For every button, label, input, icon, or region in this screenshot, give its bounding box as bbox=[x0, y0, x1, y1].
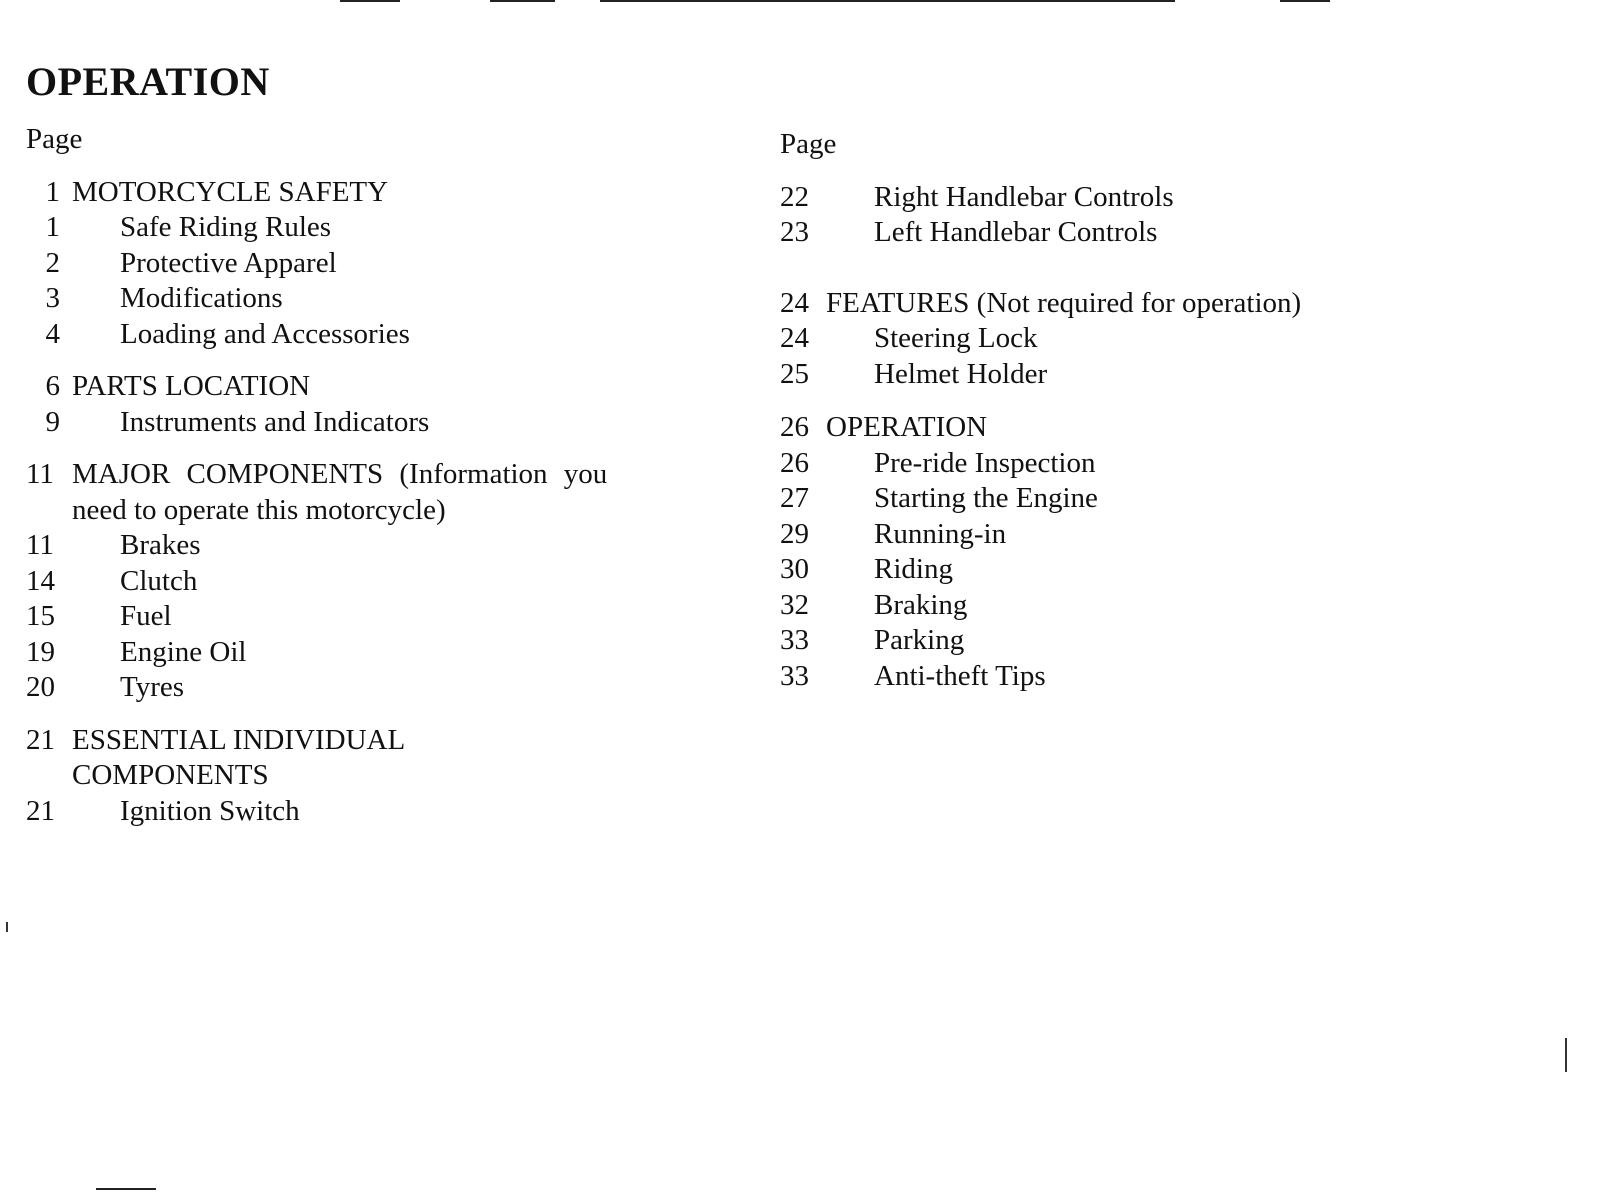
toc-section-heading[interactable] bbox=[26, 723, 726, 759]
toc-section bbox=[26, 457, 726, 706]
toc-section-continued bbox=[780, 180, 1560, 251]
toc-entry[interactable] bbox=[26, 670, 726, 706]
section-title-cont: need to operate this motorcycle) bbox=[72, 493, 446, 526]
toc-section-heading[interactable] bbox=[26, 175, 726, 211]
page-column-label: Page bbox=[26, 123, 83, 155]
page-number: 24 bbox=[780, 322, 809, 354]
section-title: FEATURES (Not required for operation) bbox=[826, 286, 1302, 319]
page-number: 14 bbox=[26, 564, 55, 597]
toc-entry[interactable] bbox=[26, 246, 726, 282]
toc-section-heading[interactable] bbox=[780, 410, 1560, 446]
page-number: 1 bbox=[45, 175, 60, 208]
entry-title: Left Handlebar Controls bbox=[874, 216, 1158, 248]
toc-entry[interactable] bbox=[780, 552, 1560, 588]
toc-entry[interactable] bbox=[780, 588, 1560, 624]
page-number: 3 bbox=[45, 282, 60, 314]
section-title: MAJOR COMPONENTS (Information you bbox=[72, 458, 608, 490]
page-number: 21 bbox=[26, 723, 55, 756]
entry-title: Protective Apparel bbox=[120, 246, 337, 279]
toc-entry[interactable] bbox=[26, 405, 726, 441]
toc-entry[interactable] bbox=[780, 357, 1560, 393]
section-title-continuation bbox=[26, 493, 726, 529]
page-column-label: Page bbox=[780, 128, 837, 160]
entry-title: Parking bbox=[874, 624, 965, 656]
page-number: 6 bbox=[45, 370, 60, 402]
toc-entry[interactable] bbox=[780, 623, 1560, 659]
toc-section bbox=[780, 286, 1560, 393]
top-rule bbox=[340, 0, 400, 2]
entry-title: Clutch bbox=[120, 564, 198, 597]
section-title-cont: COMPONENTS bbox=[72, 759, 269, 791]
toc-entry[interactable] bbox=[26, 528, 726, 564]
entry-title: Right Handlebar Controls bbox=[874, 180, 1174, 213]
section-title: PARTS LOCATION bbox=[72, 370, 311, 402]
toc-entry[interactable] bbox=[26, 599, 726, 635]
page-number: 19 bbox=[26, 635, 55, 668]
page-number: 27 bbox=[780, 482, 809, 514]
entry-title: Safe Riding Rules bbox=[120, 211, 332, 243]
top-rule bbox=[490, 0, 555, 2]
page-number: 25 bbox=[780, 357, 809, 390]
toc-entry[interactable] bbox=[26, 210, 726, 246]
page-number: 24 bbox=[780, 286, 809, 319]
toc-entry[interactable] bbox=[780, 446, 1560, 482]
toc-entry[interactable] bbox=[780, 321, 1560, 357]
toc-entry[interactable] bbox=[26, 281, 726, 317]
page-number: 26 bbox=[780, 411, 809, 443]
entry-title: Riding bbox=[874, 553, 953, 585]
page-title: OPERATION bbox=[26, 59, 270, 104]
page-number: 2 bbox=[45, 246, 60, 279]
page-number: 33 bbox=[780, 624, 809, 656]
entry-title: Pre-ride Inspection bbox=[874, 446, 1096, 479]
page-number: 32 bbox=[780, 588, 809, 621]
page-number: 4 bbox=[45, 317, 60, 350]
toc-entry[interactable] bbox=[780, 215, 1560, 251]
toc-section bbox=[780, 410, 1560, 694]
toc-section-heading[interactable] bbox=[26, 457, 726, 493]
page-number: 11 bbox=[26, 529, 54, 561]
toc-section bbox=[26, 175, 726, 353]
top-rule bbox=[1280, 0, 1330, 2]
edge-mark bbox=[6, 922, 8, 932]
toc-entry[interactable] bbox=[780, 659, 1560, 695]
section-title: ESSENTIAL INDIVIDUAL bbox=[72, 723, 406, 756]
section-title: MOTORCYCLE SAFETY bbox=[72, 175, 389, 208]
toc-section bbox=[26, 723, 726, 830]
page-number: 11 bbox=[26, 458, 54, 490]
top-rule bbox=[600, 0, 1175, 2]
page-number: 26 bbox=[780, 446, 809, 479]
bottom-rule bbox=[96, 1188, 156, 1190]
toc-right-column bbox=[780, 127, 1560, 694]
entry-title: Engine Oil bbox=[120, 635, 247, 668]
toc-section-heading[interactable] bbox=[780, 286, 1560, 322]
toc-entry[interactable] bbox=[780, 481, 1560, 517]
page-number: 23 bbox=[780, 216, 809, 248]
toc-left-column bbox=[26, 122, 726, 829]
entry-title: Ignition Switch bbox=[120, 794, 300, 827]
section-title: OPERATION bbox=[826, 411, 988, 443]
toc-entry[interactable] bbox=[780, 180, 1560, 216]
toc-entry[interactable] bbox=[26, 564, 726, 600]
page-number: 15 bbox=[26, 600, 55, 632]
entry-title: Fuel bbox=[120, 600, 172, 632]
page-number: 33 bbox=[780, 659, 809, 692]
entry-title: Modifications bbox=[120, 282, 283, 314]
entry-title: Braking bbox=[874, 588, 968, 621]
toc-section-heading[interactable] bbox=[26, 369, 726, 405]
entry-title: Tyres bbox=[120, 671, 185, 703]
entry-title: Running-in bbox=[874, 517, 1007, 550]
edge-mark bbox=[1565, 1038, 1567, 1072]
toc-entry[interactable] bbox=[26, 317, 726, 353]
entry-title: Steering Lock bbox=[874, 322, 1038, 354]
page-number: 21 bbox=[26, 794, 55, 827]
entry-title: Starting the Engine bbox=[874, 482, 1098, 514]
page-number: 22 bbox=[780, 180, 809, 213]
toc-entry[interactable] bbox=[26, 635, 726, 671]
entry-title: Brakes bbox=[120, 529, 201, 561]
entry-title: Loading and Accessories bbox=[120, 317, 410, 350]
toc-entry[interactable] bbox=[780, 517, 1560, 553]
section-title-continuation bbox=[26, 758, 726, 794]
toc-entry[interactable] bbox=[26, 794, 726, 830]
page-number: 20 bbox=[26, 671, 55, 703]
entry-title: Instruments and Indicators bbox=[120, 405, 430, 438]
entry-title: Helmet Holder bbox=[874, 357, 1048, 390]
page-number: 30 bbox=[780, 553, 809, 585]
entry-title: Anti-theft Tips bbox=[874, 659, 1046, 692]
page-number: 1 bbox=[45, 211, 60, 243]
page-number: 9 bbox=[45, 405, 60, 438]
page-number: 29 bbox=[780, 517, 809, 550]
toc-section bbox=[26, 369, 726, 440]
